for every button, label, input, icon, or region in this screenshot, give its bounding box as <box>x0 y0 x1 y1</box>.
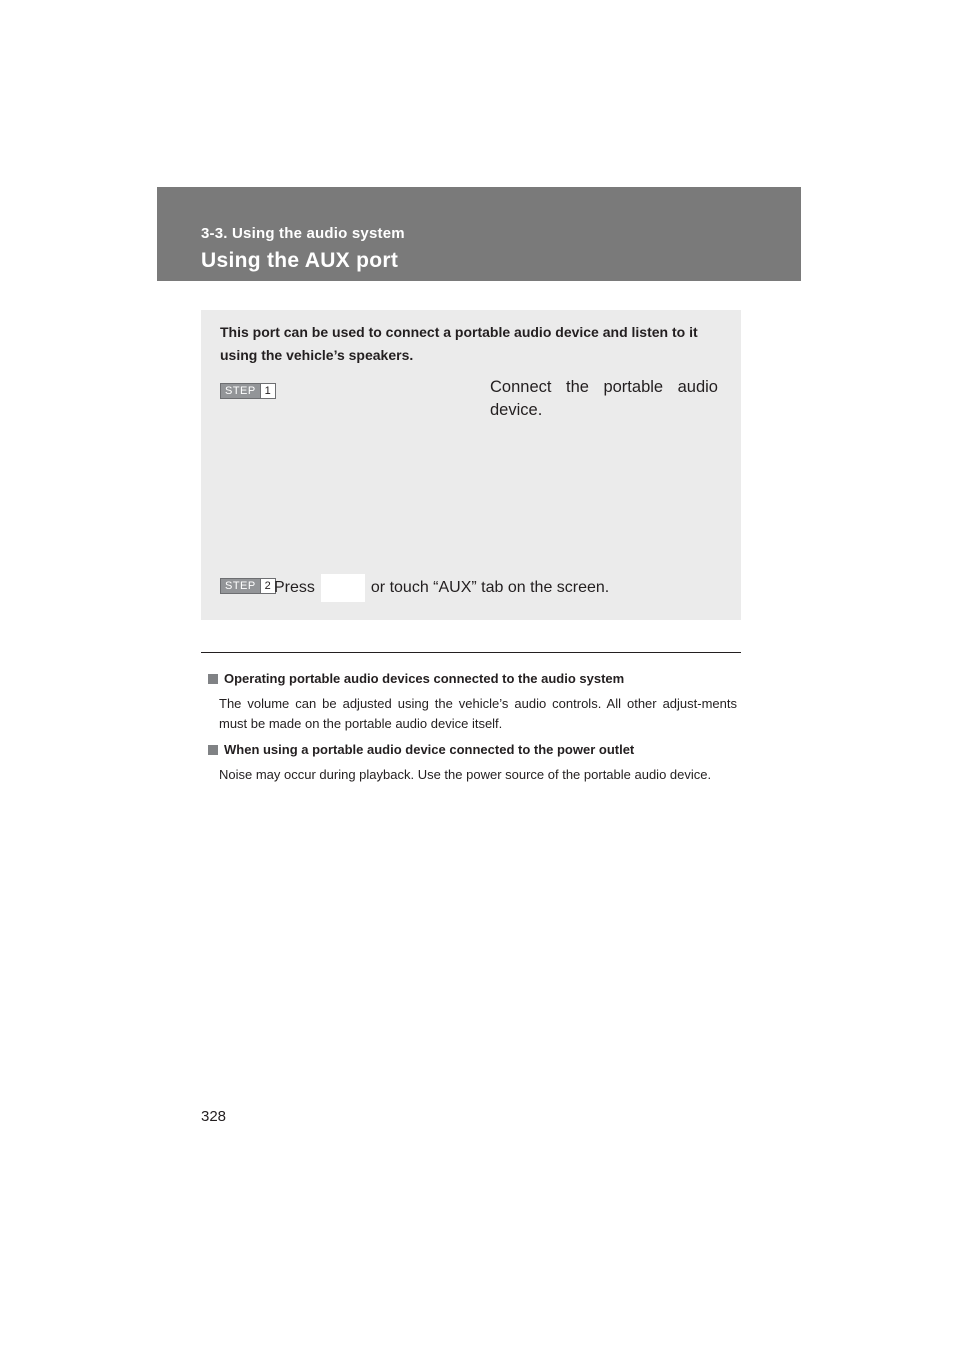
square-bullet-icon <box>208 745 218 755</box>
note-heading-text: Operating portable audio devices connected to the audio system <box>224 671 625 686</box>
aux-button-image <box>321 574 365 602</box>
page-number: 328 <box>201 1108 227 1125</box>
step-1-badge <box>220 383 276 399</box>
divider <box>201 652 741 653</box>
note-heading <box>201 670 741 688</box>
step-1-text: Connect the portable audio device. <box>490 378 718 419</box>
step-badge-word: STEP <box>221 384 260 398</box>
note-power-outlet <box>201 741 741 785</box>
note-heading-text: When using a portable audio device connected to the power outlet <box>224 742 635 757</box>
square-bullet-icon <box>208 674 218 684</box>
note-body: Noise may occur during playback. Use the power source of the portable audio device. <box>219 767 712 782</box>
step-2-text <box>274 574 609 602</box>
illustration-area <box>220 430 720 560</box>
step-badge-number: 2 <box>260 579 275 593</box>
procedure-box <box>201 310 741 620</box>
note-operating-devices <box>201 670 741 734</box>
step-badge-word: STEP <box>221 579 260 593</box>
step-2-text-after: or touch “AUX” tab on the screen. <box>370 579 610 596</box>
page-title: Using the AUX port <box>201 249 399 272</box>
step-2-badge <box>220 578 276 594</box>
header-band <box>157 187 801 281</box>
step-2-text-before: Press <box>274 579 315 596</box>
intro-text: This port can be used to connect a portable audio device and listen to it using the vehicle’s speakers. <box>220 324 698 363</box>
note-body: The volume can be adjusted using the vehicle’s audio controls. All other adjust-ments must be made on the portable audio device itself. <box>219 696 737 731</box>
section-label: 3-3. Using the audio system <box>201 225 405 242</box>
note-heading <box>201 741 741 759</box>
step-badge-number: 1 <box>260 384 275 398</box>
